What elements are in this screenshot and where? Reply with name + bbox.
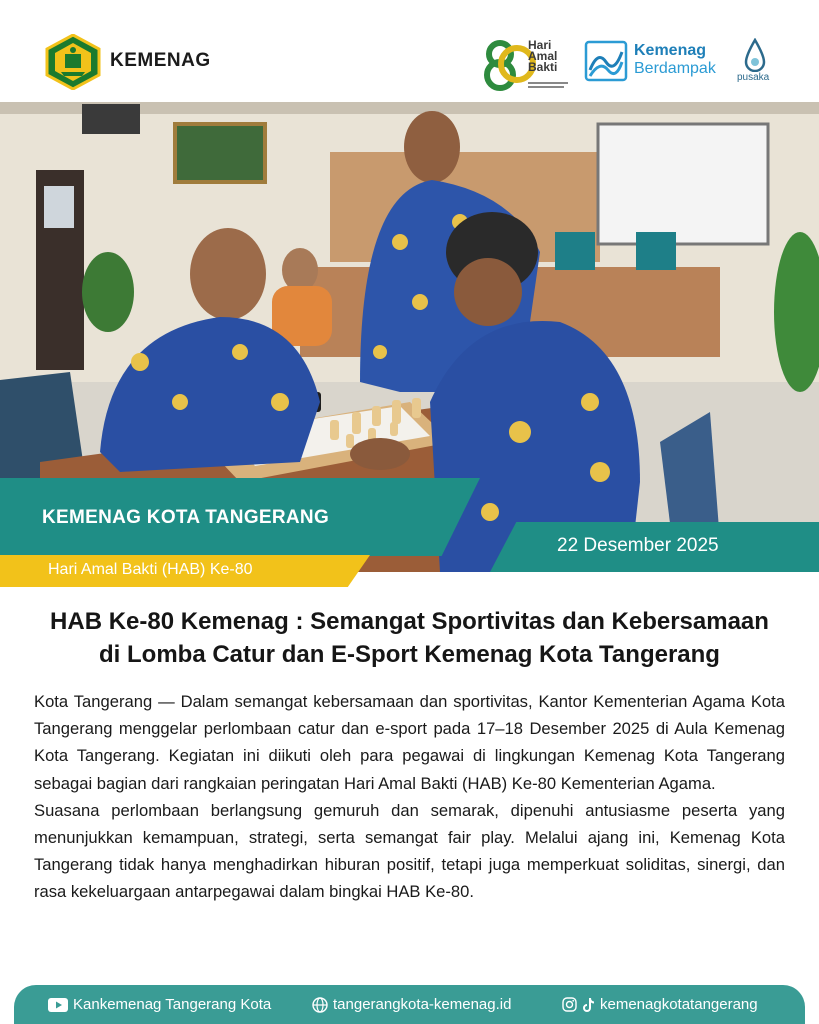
pusaka-text: pusaka [737, 72, 770, 83]
berdampak-logo-icon [584, 40, 628, 82]
globe-icon [312, 997, 328, 1013]
hab-logo-text [528, 40, 557, 73]
headline-line1: HAB Ke-80 Kemenag : Semangat Sportivitas dan Kebersamaan [50, 608, 769, 635]
social-handle[interactable]: kemenagkotatangerang [600, 996, 758, 1013]
pusaka-drop-icon [744, 38, 766, 72]
brand-name: KEMENAG [110, 50, 211, 71]
article-headline [0, 605, 819, 671]
berdampak-line2: Berdampak [634, 60, 716, 77]
footer-website[interactable] [312, 996, 511, 1013]
paragraph-1: Kota Tangerang — Dalam semangat kebersamaan dan sportivitas, Kantor Kementerian Agama Kota Tangerang menggelar perlombaan catur dan e-sport pada 17–18 Desember 2025 di Aula Kemenag Kota Tangerang. Kegiatan ini diikuti oleh para pegawai di lingkungan Kemenag Kota Tangerang sebagai bagian dari rangkaian peringatan Hari Amal Bakti (HAB) Ke-80 Kementerian Agama. [34, 692, 785, 793]
instagram-icon [562, 997, 577, 1012]
headline-line2: di Lomba Catur dan E-Sport Kemenag Kota Tangerang [99, 641, 720, 668]
footer-youtube[interactable] [48, 996, 271, 1013]
header [0, 0, 819, 102]
berdampak-line1: Kemenag [634, 42, 707, 59]
youtube-channel[interactable]: Kankemenag Tangerang Kota [73, 996, 272, 1013]
footer-social[interactable] [562, 996, 758, 1013]
hab-logo-word: Amal [528, 49, 558, 63]
kemenag-emblem-icon [44, 34, 102, 90]
event-title: Hari Amal Bakti (HAB) Ke-80 [48, 561, 253, 578]
paragraph-2: Suasana perlombaan berlangsung gemuruh dan semarak, dipenuhi antusiasme peserta yang menunjukkan kemampuan, strategi, serta semangat fair play. Melalui ajang ini, Kemenag Kota Tangerang tidak hanya menghadirkan hiburan positif, tetapi juga memperkuat soliditas, sinergi, dan rasa kekeluargaan antarpegawai dalam bingkai HAB Ke-80. [34, 800, 785, 902]
tiktok-icon [582, 997, 595, 1013]
office-title: KEMENAG KOTA TANGERANG [42, 507, 330, 528]
hab-logo-word: Bakti [528, 60, 558, 74]
website-url[interactable]: tangerangkota-kemenag.id [333, 996, 512, 1013]
hab-logo-word: Hari [528, 38, 552, 52]
publish-date: 22 Desember 2025 [557, 535, 719, 556]
article-body [34, 688, 785, 906]
youtube-icon [48, 998, 68, 1012]
